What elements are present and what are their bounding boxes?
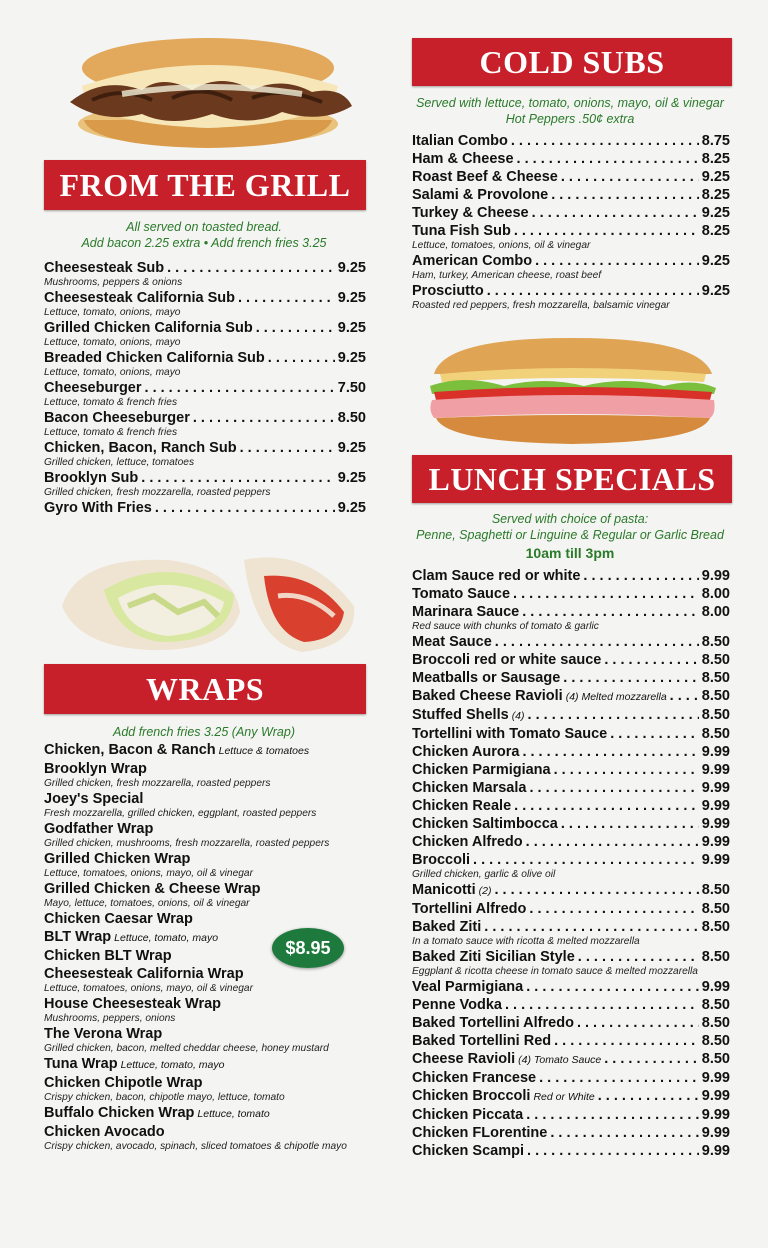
menu-item-name: Chicken Alfredo [412,834,523,850]
leader-dots [529,779,698,797]
menu-item-name: Veal Parmigiana [412,979,524,995]
menu-item-price: 9.99 [701,1107,730,1123]
menu-item-price: 9.25 [701,283,730,299]
wraps-image [58,546,360,658]
menu-item-name: Baked Tortellini Red [412,1033,552,1049]
menu-item-description: Grilled chicken, fresh mozzarella, roasted peppers [44,487,271,498]
wrap-item-name: House Cheesesteak Wrap [44,996,222,1012]
menu-item-price: 9.99 [701,744,730,760]
leader-dots [577,1014,699,1032]
leader-dots [604,651,698,669]
menu-item-description: Lettuce, tomato & french fries [44,427,178,438]
leader-dots [526,1106,699,1124]
leader-dots [561,815,699,833]
wrap-item-name: Chicken, Bacon & Ranch [44,742,216,758]
menu-item-name: Bacon Cheeseburger [44,410,190,426]
menu-item-inline-note: (4) Tomato Sauce [518,1054,602,1066]
menu-item-price: 8.50 [701,688,730,704]
menu-item [412,633,730,651]
menu-item-name: Tortellini Alfredo [412,901,527,917]
wrap-item-description: Crispy chicken, bacon, chipotle mayo, lettuce, tomato [44,1092,285,1103]
menu-item-price: 8.00 [701,586,730,602]
wrap-item-name: The Verona Wrap [44,1026,163,1042]
menu-item [412,186,730,204]
menu-item-name: Baked Tortellini Alfredo [412,1015,574,1031]
menu-item-inline-note: (2) [478,885,492,897]
menu-item-price: 9.99 [701,568,730,584]
menu-item-price: 8.50 [701,882,730,898]
menu-item-price: 9.25 [337,320,366,336]
menu-item-name: Meat Sauce [412,634,492,650]
menu-item-description: Lettuce, tomato & french fries [44,397,178,408]
menu-item-price: 9.99 [701,762,730,778]
leader-dots [167,259,335,277]
menu-item-name: Chicken Broccoli [412,1088,531,1104]
lunch-notes [408,511,732,561]
grill-notes [40,219,368,251]
menu-item [412,1050,730,1069]
menu-item-inline-note: (4) [511,710,525,722]
menu-item-name: Broccoli [412,852,471,868]
wrap-item-description: Lettuce, tomatoes, onions, mayo, oil & vinegar [44,983,253,994]
leader-dots [535,252,699,270]
menu-item-description: Grilled chicken, lettuce, tomatoes [44,457,195,468]
menu-item [412,900,730,918]
menu-item-name: Salami & Provolone [412,187,549,203]
wrap-item-name: Chicken Chipotle Wrap [44,1075,203,1091]
menu-item-price: 9.99 [701,1125,730,1141]
menu-item-price: 9.25 [337,260,366,276]
leader-dots [145,379,335,397]
leader-dots [514,222,699,240]
menu-item-price: 8.25 [701,151,730,167]
menu-item-name: Chicken Saltimbocca [412,816,558,832]
menu-item [412,881,730,900]
menu-item [412,918,730,936]
leader-dots [495,633,699,651]
menu-item [412,1124,730,1142]
menu-item [412,815,730,833]
menu-item-price: 8.50 [337,410,366,426]
menu-item [412,833,730,851]
wrap-item-name: Chicken Avocado [44,1124,165,1140]
leader-dots [561,168,699,186]
menu-item-name: Chicken Aurora [412,744,520,760]
cold-subs-menu-list [412,132,730,312]
menu-item-price: 8.50 [701,1033,730,1049]
wrap-item [44,820,366,838]
menu-item-name: Baked Cheese Ravioli [412,688,563,704]
menu-item [412,706,730,725]
menu-item-price: 7.50 [337,380,366,396]
menu-item-price: 8.50 [701,652,730,668]
menu-item-name: Marinara Sauce [412,604,520,620]
leader-dots [526,833,699,851]
menu-item-price: 8.50 [701,1051,730,1067]
menu-item [44,439,366,457]
wrap-item-name: Brooklyn Wrap [44,761,147,777]
menu-item-description: Lettuce, tomato, onions, mayo [44,307,181,318]
menu-item-price: 9.25 [337,290,366,306]
leader-dots [473,851,699,869]
menu-item-name: Chicken Francese [412,1070,537,1086]
wrap-item-name: Buffalo Chicken Wrap [44,1105,195,1121]
menu-item [412,1069,730,1087]
menu-item [412,132,730,150]
menu-item-name: Ham & Cheese [412,151,514,167]
wrap-item [44,880,366,898]
leader-dots [522,743,698,761]
menu-item [412,669,730,687]
menu-item-name: Brooklyn Sub [44,470,139,486]
menu-item-price: 9.99 [701,1070,730,1086]
menu-item-name: Tortellini with Tomato Sauce [412,726,608,742]
leader-dots [238,289,335,307]
menu-item-name: Cheesesteak Sub [44,260,165,276]
leader-dots [256,319,335,337]
lunch-note-pasta: Served with choice of pasta: [491,512,649,526]
menu-item-name: Broccoli red or white sauce [412,652,602,668]
leader-dots [155,499,335,517]
menu-item [412,743,730,761]
wrap-item-name: Joey's Special [44,791,144,807]
menu-item [44,349,366,367]
menu-item-name: Baked Ziti Sicilian Style [412,949,575,965]
menu-item-price: 8.50 [701,707,730,723]
menu-item [44,259,366,277]
wrap-item [44,965,366,983]
menu-item [412,779,730,797]
menu-item [44,379,366,397]
wrap-item [44,1104,366,1123]
leader-dots [494,881,698,899]
menu-item [44,469,366,487]
menu-item-price: 9.99 [701,834,730,850]
menu-item-description: In a tomato sauce with ricotta & melted mozzarella [412,936,640,947]
wraps-banner: WRAPS [44,664,366,714]
leader-dots [517,150,699,168]
menu-item [412,204,730,222]
wrap-item [44,741,366,760]
cold-note-served: Served with lettuce, tomato, onions, mayo, oil & vinegar [416,96,724,110]
leader-dots [550,1124,698,1142]
menu-item-name: Italian Combo [412,133,508,149]
wrap-item [44,995,366,1013]
menu-item-price: 9.99 [701,979,730,995]
menu-item [412,1142,730,1160]
wrap-item-inline-note: Lettuce, tomato, mayo [120,1059,225,1071]
menu-item [412,168,730,186]
menu-item-price: 9.25 [337,500,366,516]
menu-item [412,851,730,869]
menu-item-price: 9.25 [337,470,366,486]
menu-item-description: Grilled chicken, garlic & olive oil [412,869,556,880]
leader-dots [528,706,699,724]
leader-dots [539,1069,699,1087]
menu-item-name: Manicotti [412,882,476,898]
menu-item-price: 9.99 [701,1143,730,1159]
grill-banner: FROM THE GRILL [44,160,366,210]
lunch-note-hours: 10am till 3pm [525,545,615,561]
wrap-item [44,850,366,868]
grill-note-bread: All served on toasted bread. [126,220,282,234]
menu-item-name: Stuffed Shells [412,707,509,723]
menu-item-description: Red sauce with chunks of tomato & garlic [412,621,599,632]
leader-dots [598,1087,699,1105]
menu-item [412,603,730,621]
wrap-item-name: Cheesesteak California Wrap [44,966,244,982]
menu-item-price: 9.99 [701,780,730,796]
menu-item-name: Breaded Chicken California Sub [44,350,265,366]
menu-item [412,978,730,996]
menu-item-name: Roast Beef & Cheese [412,169,558,185]
leader-dots [522,603,699,621]
wrap-item-description: Grilled chicken, mushrooms, fresh mozzarella, roasted peppers [44,838,330,849]
menu-item-description: Eggplant & ricotta cheese in tomato sauce & melted mozzarella [412,966,698,977]
leader-dots [554,1032,699,1050]
wrap-item-name: BLT Wrap [44,929,112,945]
menu-item-price: 9.99 [701,852,730,868]
leader-dots [551,186,699,204]
menu-item [44,409,366,427]
cold-subs-banner: COLD SUBS [412,38,732,86]
grill-note-extras: Add bacon 2.25 extra • Add french fries 3.25 [81,236,327,250]
menu-item [44,319,366,337]
wrap-item-name: Tuna Wrap [44,1056,118,1072]
menu-item-name: Tuna Fish Sub [412,223,511,239]
menu-item-name: American Combo [412,253,533,269]
menu-item-price: 8.50 [701,634,730,650]
menu-item-price: 9.25 [701,169,730,185]
menu-item-price: 8.50 [701,919,730,935]
leader-dots [604,1050,699,1068]
leader-dots [583,567,698,585]
wrap-item-inline-note: Lettuce, tomato, mayo [114,932,219,944]
menu-item-price: 8.00 [701,604,730,620]
lunch-note-choices: Penne, Spaghetti or Linguine & Regular or Garlic Bread [416,528,724,542]
wrap-item [44,1055,366,1074]
menu-item [44,289,366,307]
wrap-item-description: Grilled chicken, bacon, melted cheddar cheese, honey mustard [44,1043,329,1054]
menu-item-price: 9.25 [337,440,366,456]
leader-dots [487,282,699,300]
menu-item-name: Gyro With Fries [44,500,152,516]
menu-item-price: 9.25 [337,350,366,366]
leader-dots [610,725,699,743]
menu-item [412,725,730,743]
wrap-item-description: Mushrooms, peppers, onions [44,1013,176,1024]
menu-item-price: 8.50 [701,901,730,917]
menu-item-price: 9.99 [701,816,730,832]
wrap-item-description: Crispy chicken, avocado, spinach, sliced tomatoes & chipotle mayo [44,1141,347,1152]
menu-item-description: Lettuce, tomato, onions, mayo [44,367,181,378]
menu-item-price: 8.75 [701,133,730,149]
menu-item-name: Baked Ziti [412,919,482,935]
menu-item-name: Chicken, Bacon, Ranch Sub [44,440,237,456]
wrap-item-name: Chicken BLT Wrap [44,948,172,964]
wrap-item-inline-note: Lettuce & tomatoes [218,745,310,757]
menu-item [412,1087,730,1106]
menu-item [412,651,730,669]
wraps-price-badge: $8.95 [272,928,344,968]
leader-dots [563,669,698,687]
cold-notes [408,95,732,127]
leader-dots [484,918,698,936]
menu-item-name: Clam Sauce red or white [412,568,581,584]
leader-dots [526,978,699,996]
menu-item [412,1032,730,1050]
menu-item [412,761,730,779]
menu-item [412,567,730,585]
menu-item-price: 9.99 [701,798,730,814]
menu-item-price: 9.25 [701,253,730,269]
menu-item [412,996,730,1014]
wrap-item-description: Lettuce, tomatoes, onions, mayo, oil & vinegar [44,868,253,879]
grill-menu-list [44,259,366,517]
menu-item-name: Turkey & Cheese [412,205,529,221]
leader-dots [141,469,335,487]
wrap-item-name: Grilled Chicken Wrap [44,851,191,867]
menu-item [412,797,730,815]
cold-sub-image [424,334,720,446]
menu-item [412,150,730,168]
menu-item [412,282,730,300]
menu-item-name: Penne Vodka [412,997,502,1013]
leader-dots [513,585,699,603]
menu-item-price: 8.25 [701,187,730,203]
menu-item-description: Mushrooms, peppers & onions [44,277,183,288]
wrap-item [44,1074,366,1092]
menu-item-price: 8.50 [701,997,730,1013]
leader-dots [532,204,699,222]
leader-dots [505,996,699,1014]
wrap-item [44,790,366,808]
leader-dots [193,409,335,427]
menu-item [44,499,366,517]
lunch-specials-menu-list [412,567,730,1160]
leader-dots [578,948,699,966]
lunch-specials-banner: LUNCH SPECIALS [412,455,732,503]
wrap-item [44,1025,366,1043]
menu-item-description: Ham, turkey, American cheese, roast beef [412,270,602,281]
menu-item [412,585,730,603]
menu-item-inline-note: (4) Melted mozzarella [565,691,667,703]
menu-item [412,222,730,240]
menu-item-name: Cheeseburger [44,380,142,396]
menu-item-description: Roasted red peppers, fresh mozzarella, balsamic vinegar [412,300,670,311]
menu-item [412,687,730,706]
menu-item-name: Chicken Reale [412,798,512,814]
menu-item-inline-note: Red or White [533,1091,595,1103]
leader-dots [268,349,335,367]
leader-dots [527,1142,699,1160]
wrap-item-description: Fresh mozzarella, grilled chicken, eggplant, roasted peppers [44,808,317,819]
menu-item-name: Prosciutto [412,283,484,299]
menu-item [412,1014,730,1032]
menu-item-name: Cheese Ravioli [412,1051,516,1067]
menu-item-name: Chicken Scampi [412,1143,525,1159]
leader-dots [511,132,699,150]
menu-item-description: Lettuce, tomatoes, onions, oil & vinegar [412,240,591,251]
wraps-note: Add french fries 3.25 (Any Wrap) [112,725,296,739]
wrap-item-name: Chicken Caesar Wrap [44,911,193,927]
menu-item-name: Chicken FLorentine [412,1125,548,1141]
wrap-item-description: Mayo, lettuce, tomatoes, onions, oil & vinegar [44,898,250,909]
wrap-item [44,1123,366,1141]
wrap-item-name: Grilled Chicken & Cheese Wrap [44,881,261,897]
menu-item-price: 8.50 [701,670,730,686]
leader-dots [240,439,335,457]
cheesesteak-image [62,24,354,152]
menu-item-price: 8.50 [701,726,730,742]
wrap-item-inline-note: Lettuce, tomato [197,1108,270,1120]
leader-dots [670,687,699,705]
menu-item-price: 9.99 [701,1088,730,1104]
wrap-item-name: Godfather Wrap [44,821,154,837]
wrap-item-description: Grilled chicken, fresh mozzarella, roasted peppers [44,778,271,789]
menu-item-name: Chicken Marsala [412,780,527,796]
menu-item-name: Chicken Parmigiana [412,762,551,778]
menu-item-name: Grilled Chicken California Sub [44,320,253,336]
leader-dots [514,797,699,815]
menu-item-description: Lettuce, tomato, onions, mayo [44,337,181,348]
menu-item-name: Tomato Sauce [412,586,511,602]
wrap-item [44,760,366,778]
leader-dots [554,761,699,779]
cold-note-peppers: Hot Peppers .50¢ extra [505,112,635,126]
leader-dots [529,900,698,918]
menu-item-price: 9.25 [701,205,730,221]
menu-item [412,252,730,270]
menu-item-price: 8.25 [701,223,730,239]
menu-item [412,1106,730,1124]
wrap-item [44,910,366,928]
menu-item-name: Chicken Piccata [412,1107,524,1123]
menu-item [412,948,730,966]
menu-item-name: Meatballs or Sausage [412,670,561,686]
menu-item-price: 8.50 [701,1015,730,1031]
menu-item-name: Cheesesteak California Sub [44,290,235,306]
menu-item-price: 8.50 [701,949,730,965]
